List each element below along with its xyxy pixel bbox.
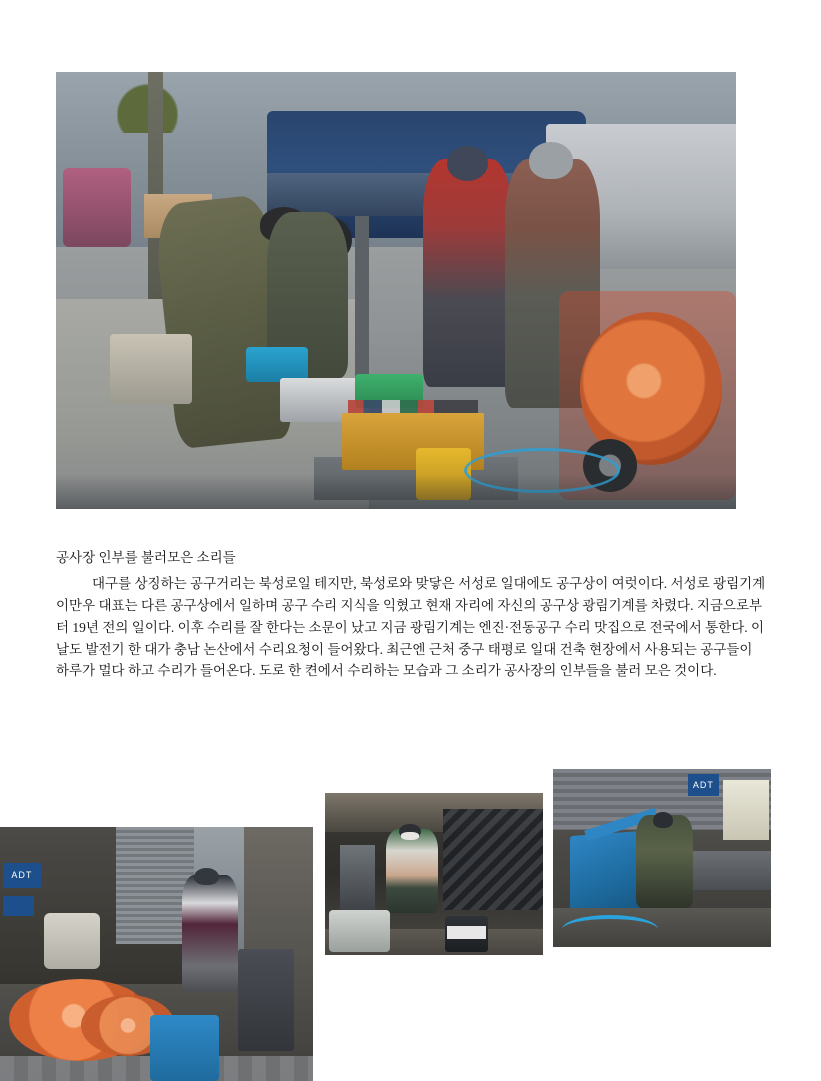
shopfront-scene [0, 827, 313, 1081]
repair-scene [553, 769, 771, 947]
person-onlooker-sweater-head [529, 142, 573, 179]
person-worker [386, 829, 438, 913]
bucket-label [447, 926, 486, 939]
blue-water-pump [150, 1015, 219, 1081]
photo-shopfront [0, 827, 313, 1081]
hand-cart-handle [355, 216, 369, 391]
insulation-roll [723, 780, 769, 841]
adt-sign-secondary [3, 896, 34, 916]
photo-tool-repair [553, 769, 771, 947]
article-body: 대구를 상징하는 공구거리는 북성로일 테지만, 북성로와 맞닿은 서성로 일대에도 공구상이 여럿이다. 서성로 광림기계 이만우 대표는 다른 공구상에서 일하며 공구 수리 지식을 익혔고 현재 자리에 자신의 공구상 광림기계를 차렸다. 지금으로부터 19년 전의 일이다. 이후 수리를 잘 한다는 소문이 났고 지금 광림기계는 엔진·전동공구 수리 맛집으로 전국에서 통한다. 이 날도 발전기 한 대가 충남 논산에서 수리요청이 들어왔다. 최근엔 근처 중구 태평로 일대 건축 현장에서 사용되는 공구들이 하루가 멀다 하고 수리가 들어온다. 도로 한 켠에서 수리하는 모습과 그 소리가 공사장의 인부들을 불러 모은 것이다. [56, 575, 766, 679]
photo-street-repair [56, 72, 736, 509]
person-standing-head [194, 868, 219, 886]
parked-motorbike [63, 168, 131, 247]
person-standing [182, 875, 238, 992]
foreground-shadow [56, 474, 736, 509]
article-lede: 공사장 인부를 불러모은 소리들 [56, 550, 236, 565]
hand-truck [238, 949, 294, 1051]
hero-scene [56, 72, 736, 509]
work-bench [688, 851, 771, 890]
floor-cloth [329, 910, 390, 952]
person-repairing-head [653, 812, 673, 828]
adt-sign-label: ADT [692, 780, 714, 790]
face-mask [401, 832, 418, 840]
person-onlooker-red [423, 159, 511, 386]
photo-workshop-interior [325, 793, 543, 955]
paint-cans [110, 334, 192, 404]
adt-sign-label: ADT [11, 870, 33, 881]
stacked-bags [44, 913, 100, 969]
article-text-block [56, 548, 766, 682]
person-repairing [636, 815, 693, 908]
blue-hose-line [562, 915, 658, 944]
drill-press [340, 845, 375, 910]
person-onlooker-red-head [447, 146, 488, 181]
coiled-hoses-wall [443, 809, 543, 909]
workshop-scene [325, 793, 543, 955]
